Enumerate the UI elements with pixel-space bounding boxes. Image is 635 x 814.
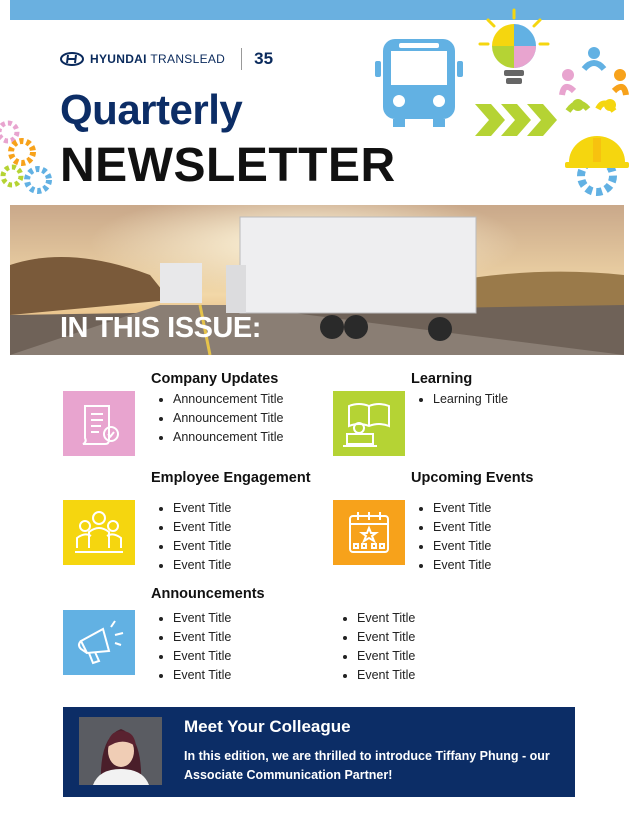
employee-engagement-list (151, 499, 231, 575)
colleague-name: Tiffany Phung (435, 749, 519, 763)
title-quarterly: Quarterly (60, 86, 243, 133)
megaphone-icon (73, 619, 125, 667)
announcements-heading: Announcements (151, 586, 265, 602)
list-item: • Event Title (173, 518, 231, 537)
checklist-document-icon (75, 400, 123, 448)
portrait-image (79, 717, 162, 785)
upcoming-events-icon-tile (333, 500, 405, 565)
brand-name-bold: HYUNDAI (90, 52, 147, 66)
announcements-icon-tile (63, 610, 135, 675)
company-logo (60, 48, 273, 70)
company-updates-icon-tile (63, 391, 135, 456)
lightbulb-puzzle-icon (478, 8, 550, 94)
hardhat-gear-icon (563, 132, 631, 196)
colleague-heading: Meet Your Colleague (184, 717, 351, 736)
announcements-list-col1 (151, 609, 231, 685)
learning-list (411, 390, 508, 409)
hero-heading: IN THIS ISSUE: (60, 312, 261, 344)
intro-text-before: In this edition, we are thrilled to introduce (184, 749, 436, 763)
employee-engagement-icon-tile (63, 500, 135, 565)
team-group-icon (73, 508, 125, 558)
company-updates-list (151, 390, 284, 447)
colleague-intro (184, 747, 564, 785)
upcoming-events-list (411, 499, 491, 575)
list-item: • Learning Title (433, 390, 508, 409)
list-item: • Event Title (173, 537, 231, 556)
intro-text-after: - our Associate Communication Partner! (184, 749, 550, 782)
title-newsletter: NEWSLETTER (60, 139, 396, 192)
learning-icon-tile (333, 391, 405, 456)
colleague-feature (63, 707, 575, 797)
list-item: • Event Title (173, 647, 231, 666)
list-item: • Event Title (433, 556, 491, 575)
list-item: • Event Title (433, 518, 491, 537)
list-item: • Event Title (433, 499, 491, 518)
list-item: • Event Title (357, 609, 415, 628)
laptop-book-icon (343, 400, 395, 448)
employee-engagement-heading: Employee Engagement (151, 470, 311, 486)
list-item: • Event Title (173, 499, 231, 518)
hyundai-logo-icon (60, 52, 84, 66)
list-item: • Event Title (357, 666, 415, 685)
bus-icon (373, 35, 465, 127)
people-circle-icon (558, 45, 630, 117)
list-item: • Event Title (433, 537, 491, 556)
brand-name (90, 52, 225, 66)
list-item: • Event Title (173, 556, 231, 575)
colleague-photo (79, 717, 162, 785)
company-updates-heading: Company Updates (151, 371, 279, 387)
list-item: • Announcement Title (173, 390, 284, 409)
upcoming-events-heading: Upcoming Events (411, 470, 534, 486)
gears-icon (0, 120, 60, 200)
chevrons-icon (473, 102, 557, 138)
announcements-list-col2 (335, 609, 415, 685)
anniversary-mark: 35 (254, 49, 274, 68)
list-item: • Event Title (357, 628, 415, 647)
calendar-star-icon (344, 508, 394, 558)
list-item: • Announcement Title (173, 409, 284, 428)
list-item: • Event Title (357, 647, 415, 666)
brand-name-thin: TRANSLEAD (150, 52, 226, 66)
list-item: • Event Title (173, 609, 231, 628)
logo-divider (241, 48, 242, 70)
list-item: • Announcement Title (173, 428, 284, 447)
list-item: • Event Title (173, 666, 231, 685)
list-item: • Event Title (173, 628, 231, 647)
learning-heading: Learning (411, 371, 473, 387)
